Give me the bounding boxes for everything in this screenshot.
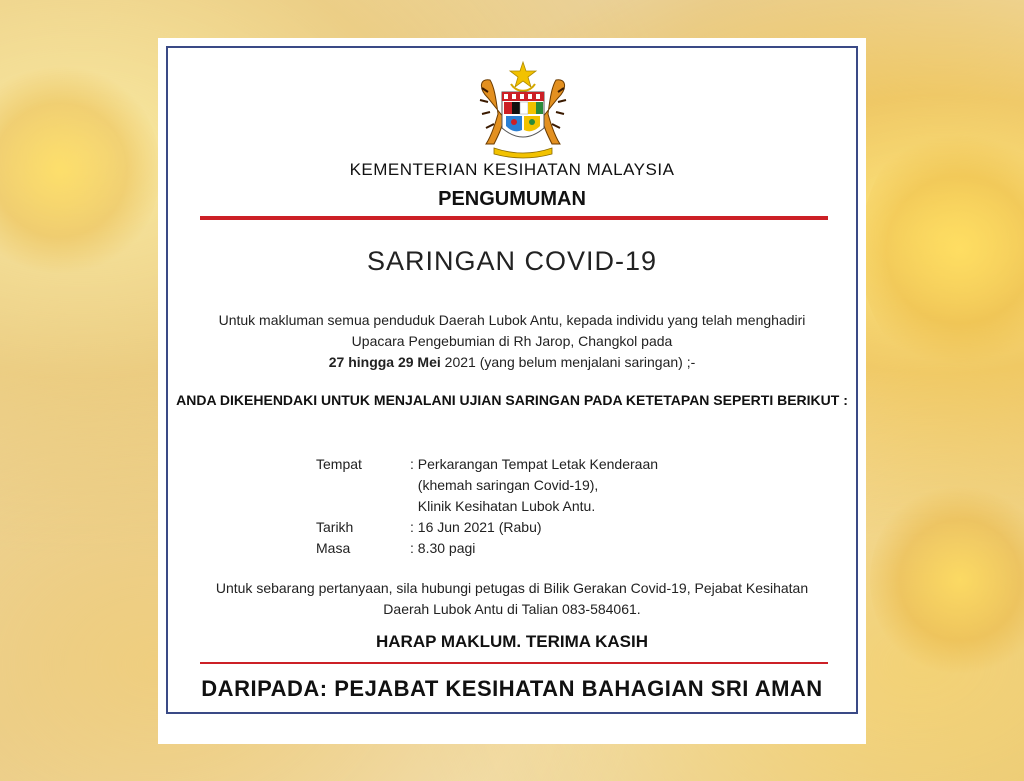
- instruction-text: ANDA DIKEHENDAKI UNTUK MENJALANI UJIAN SARINGAN PADA KETETAPAN SEPERTI BERIKUT :: [176, 392, 848, 408]
- background-flower-left: [0, 60, 160, 280]
- contact-line-1: Untuk sebarang pertanyaan, sila hubungi petugas di Bilik Gerakan Covid-19, Pejabat Kesihatan: [215, 580, 809, 596]
- detail-row: [316, 475, 710, 496]
- issuer-line: DARIPADA: PEJABAT KESIHATAN BAHAGIAN SRI AMAN: [201, 676, 823, 701]
- contact-paragraph: [158, 578, 866, 620]
- background-flower-bottom-right: [870, 480, 1024, 680]
- schedule-details: [316, 454, 710, 559]
- detail-row: [316, 496, 710, 517]
- detail-value: : Perkarangan Tempat Letak Kenderaan: [410, 456, 659, 472]
- intro-line-3: [158, 352, 866, 373]
- background-flower-right: [860, 120, 1024, 380]
- detail-row: [316, 517, 710, 538]
- notice-title: SARINGAN COVID-19: [366, 246, 658, 276]
- detail-value: : 8.30 pagi: [410, 540, 476, 556]
- announcement-notice: [158, 38, 866, 744]
- heading-divider: [200, 216, 828, 220]
- announcement-heading: PENGUMUMAN: [438, 188, 586, 210]
- closing-text: HARAP MAKLUM. TERIMA KASIH: [376, 632, 648, 651]
- intro-dates: 27 hingga 29 Mei: [328, 354, 441, 370]
- detail-value: : 16 Jun 2021 (Rabu): [410, 519, 542, 535]
- detail-label: [316, 475, 410, 496]
- detail-label: Tarikh: [316, 519, 354, 535]
- closing-divider: [200, 662, 828, 664]
- detail-value: (khemah saringan Covid-19),: [410, 477, 599, 493]
- detail-row: [316, 538, 710, 559]
- intro-line-3-rest: 2021 (yang belum menjalani saringan) ;-: [440, 354, 696, 370]
- intro-line-2: Upacara Pengebumian di Rh Jarop, Changkol pada: [351, 333, 673, 349]
- intro-line-1: Untuk makluman semua penduduk Daerah Lubok Antu, kepada individu yang telah menghadiri: [218, 312, 806, 328]
- detail-value: Klinik Kesihatan Lubok Antu.: [410, 498, 596, 514]
- detail-label: Tempat: [316, 456, 362, 472]
- detail-label: Masa: [316, 540, 351, 556]
- contact-line-2: Daerah Lubok Antu di Talian 083-584061.: [383, 601, 641, 617]
- intro-paragraph: [158, 310, 866, 373]
- detail-label: [316, 496, 410, 517]
- detail-row: [316, 454, 710, 475]
- malaysia-coat-of-arms-icon: [468, 58, 578, 162]
- ministry-name: KEMENTERIAN KESIHATAN MALAYSIA: [349, 160, 675, 179]
